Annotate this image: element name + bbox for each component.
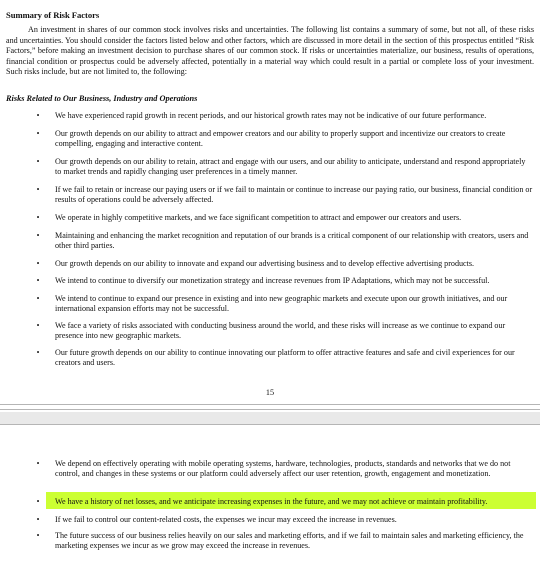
bullet-icon: •: [36, 276, 40, 285]
bullet-icon: •: [36, 294, 40, 303]
document-page-15: Summary of Risk Factors An investment in shares of our common stock involves risks and uncertainties. The following list contains a summary of some, but not all, of these risks and uncertainties. You should consider the factors listed below and other factors, which are discussed in more detail in the section of this prospectus entitled “Risk Factors,” before making an investment decision to purchase shares of our common stock. If risks or uncertainties materialize, our business, results of operations, financial condition or prospectus could be adversely affected, potentially in a material way which could result in a partial or complete loss of your investment. Such risks include, but are not limited to, the following: Risks Related to Our Business, Industry and Operations • We have experienced rapid growth in recent periods, and our historical growth rates may not be indicative of our future performance. • Our growth depends on our ability to attract and empower creators and our ability to properly support and incentivize our creators to create compelling, engaging and interactive content. • Our growth depends on our ability to retain, attract and engage with our users, and our ability to anticipate, understand and respond appropriately to market trends and rapidly changing user preferences in a timely manner. • If we fail to retain or increase our paying users or if we fail to maintain or continue to increase our paying ratio, our business, financial condition or results of operations could be adversely affected. • We operate in highly competitive markets, and we face significant competition to attract and empower our creators and users. • Maintaining and enhancing the market recognition and reputation of our brands is a critical component of our relationship with creators, users and other third parties. • Our growth depends on our ability to innovate and expand our advertising business and to develop effective advertising products. • We intend to continue to diversify our monetization strategy and increase revenues from IP Adaptations, which may not be successful. • We intend to continue to expand our presence in existing and into new geographic markets and execute upon our growth initiatives, and our international expansion efforts may not be successful. • We face a variety of risks associated with conducting business around the world, and these risks will increase as we continue to expand our presence into new geographic markets. • Our future growth depends on our ability to continue innovating our platform to offer attractive features and safe and civil experiences for our creators and users. 15: [0, 0, 540, 412]
subsection-heading: Risks Related to Our Business, Industry and Operations: [6, 94, 198, 103]
page-number: 15: [265, 388, 275, 397]
bullet-icon: •: [36, 497, 40, 506]
bullet-icon: •: [36, 231, 40, 240]
bullet-icon: •: [36, 185, 40, 194]
bullet-icon: •: [36, 111, 40, 120]
bullet-icon: •: [36, 531, 40, 540]
page-divider: [0, 409, 540, 410]
bullet-icon: •: [36, 459, 40, 468]
bullet-icon: •: [36, 348, 40, 357]
bullet-icon: •: [36, 515, 40, 524]
section-heading: Summary of Risk Factors: [6, 10, 100, 20]
bullet-icon: •: [36, 157, 40, 166]
page-divider: [0, 404, 540, 405]
page-top-border: [0, 424, 540, 425]
intro-paragraph: An investment in shares of our common stock involves risks and uncertainties. The following list contains a summary of some, but not all, of these risks and uncertainties. You should consider the factors listed below and other factors, which are discussed in more detail in the section of this prospectus entitled “Risk Factors,” before making an investment decision to purchase shares of our common stock. If risks or uncertainties materialize, our business, results of operations, financial condition or prospectus could be adversely affected, potentially in a material way which could result in a partial or complete loss of your investment. Such risks include, but are not limited to, the following:: [6, 25, 534, 77]
bullet-icon: •: [36, 321, 40, 330]
bullet-icon: •: [36, 213, 40, 222]
document-page-16: • We depend on effectively operating with mobile operating systems, hardware, technologies, products, standards and networks that we do not control, and changes in these systems or our platform could adversely affect our user retention, growth, engagement and monetization. • We have a history of net losses, and we anticipate increasing expenses in the future, and we may not achieve or maintain profitability. • If we fail to control our content-related costs, the expenses we incur may exceed the increase in revenues. • The future success of our business relies heavily on our sales and marketing efforts, and if we fail to maintain sales and marketing efficiency, the marketing expenses we incur as we grow may exceed the increase in revenues.: [0, 424, 540, 565]
bullet-icon: •: [36, 259, 40, 268]
bullet-icon: •: [36, 129, 40, 138]
